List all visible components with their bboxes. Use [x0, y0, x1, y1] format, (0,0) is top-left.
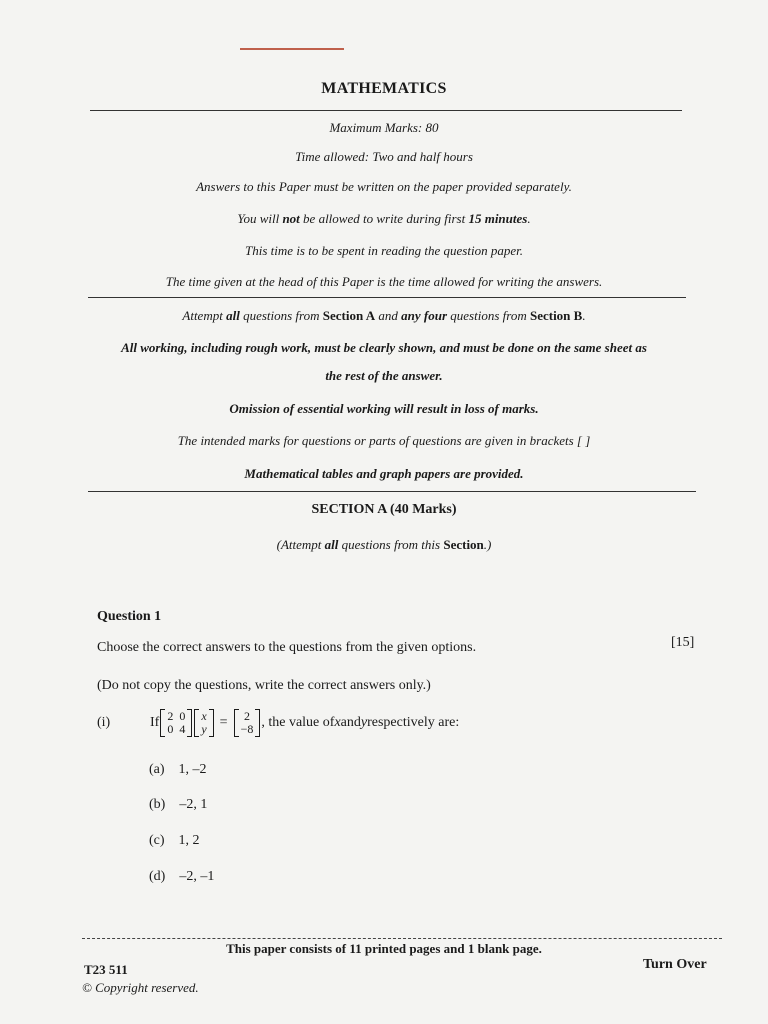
working-instruction-line2: the rest of the answer. — [325, 368, 443, 383]
page-count-note: This paper consists of 11 printed pages and 1 blank page. — [226, 941, 542, 956]
part-i-number: (i) — [97, 715, 111, 730]
question-1-note: (Do not copy the questions, write the correct answers only.) — [97, 678, 431, 693]
working-instruction-line1: All working, including rough work, must be clearly shown, and must be done on the same sheet as — [121, 340, 647, 355]
divider — [88, 491, 696, 492]
tables-note: Mathematical tables and graph papers are provided. — [244, 466, 524, 481]
question-1-marks: [15] — [671, 635, 695, 650]
section-a-subheading: (Attempt all questions from this Section.) — [276, 537, 492, 552]
paper-code: T23 511 — [84, 962, 128, 977]
reading-instruction: This time is to be spent in reading the question paper. — [245, 243, 523, 258]
marks-note: The intended marks for questions or parts of questions are given in brackets [ ] — [177, 433, 591, 448]
option-b: (b) –2, 1 — [149, 797, 208, 812]
matrix-b: 2 −8 — [234, 709, 261, 737]
section-a-heading: SECTION A (40 Marks) — [311, 502, 457, 517]
part-i-question: If 2 0 0 4 x y = 2 −8 , the value of x and y respectively are: — [150, 709, 460, 736]
copyright-notice: © Copyright reserved. — [82, 980, 199, 995]
option-d: (d) –2, –1 — [149, 869, 215, 884]
option-a: (a) 1, –2 — [149, 762, 207, 777]
attempt-instruction: Attempt all questions from Section A and any four questions from Section B. — [182, 308, 586, 323]
omission-warning: Omission of essential working will result in loss of marks. — [229, 401, 539, 416]
divider — [90, 110, 682, 111]
paper-title: MATHEMATICS — [321, 80, 447, 97]
question-1-instruction: Choose the correct answers to the questions from the given options. — [97, 640, 477, 655]
top-ink-mark — [240, 48, 344, 50]
divider — [88, 297, 686, 298]
turn-over: Turn Over — [643, 957, 707, 972]
matrix-a: 2 0 0 4 — [160, 709, 192, 737]
matrix-x: x y — [194, 709, 213, 737]
time-given-instruction: The time given at the head of this Paper is the time allowed for writing the answers. — [165, 274, 603, 289]
answers-instruction: Answers to this Paper must be written on the paper provided separately. — [196, 179, 572, 194]
max-marks: Maximum Marks: 80 — [329, 120, 439, 135]
reading-time-instruction: You will not be allowed to write during first 15 minutes. — [237, 211, 531, 226]
time-allowed: Time allowed: Two and half hours — [295, 149, 473, 164]
footer-divider — [82, 938, 722, 939]
option-c: (c) 1, 2 — [149, 833, 200, 848]
question-1-label: Question 1 — [97, 609, 162, 624]
